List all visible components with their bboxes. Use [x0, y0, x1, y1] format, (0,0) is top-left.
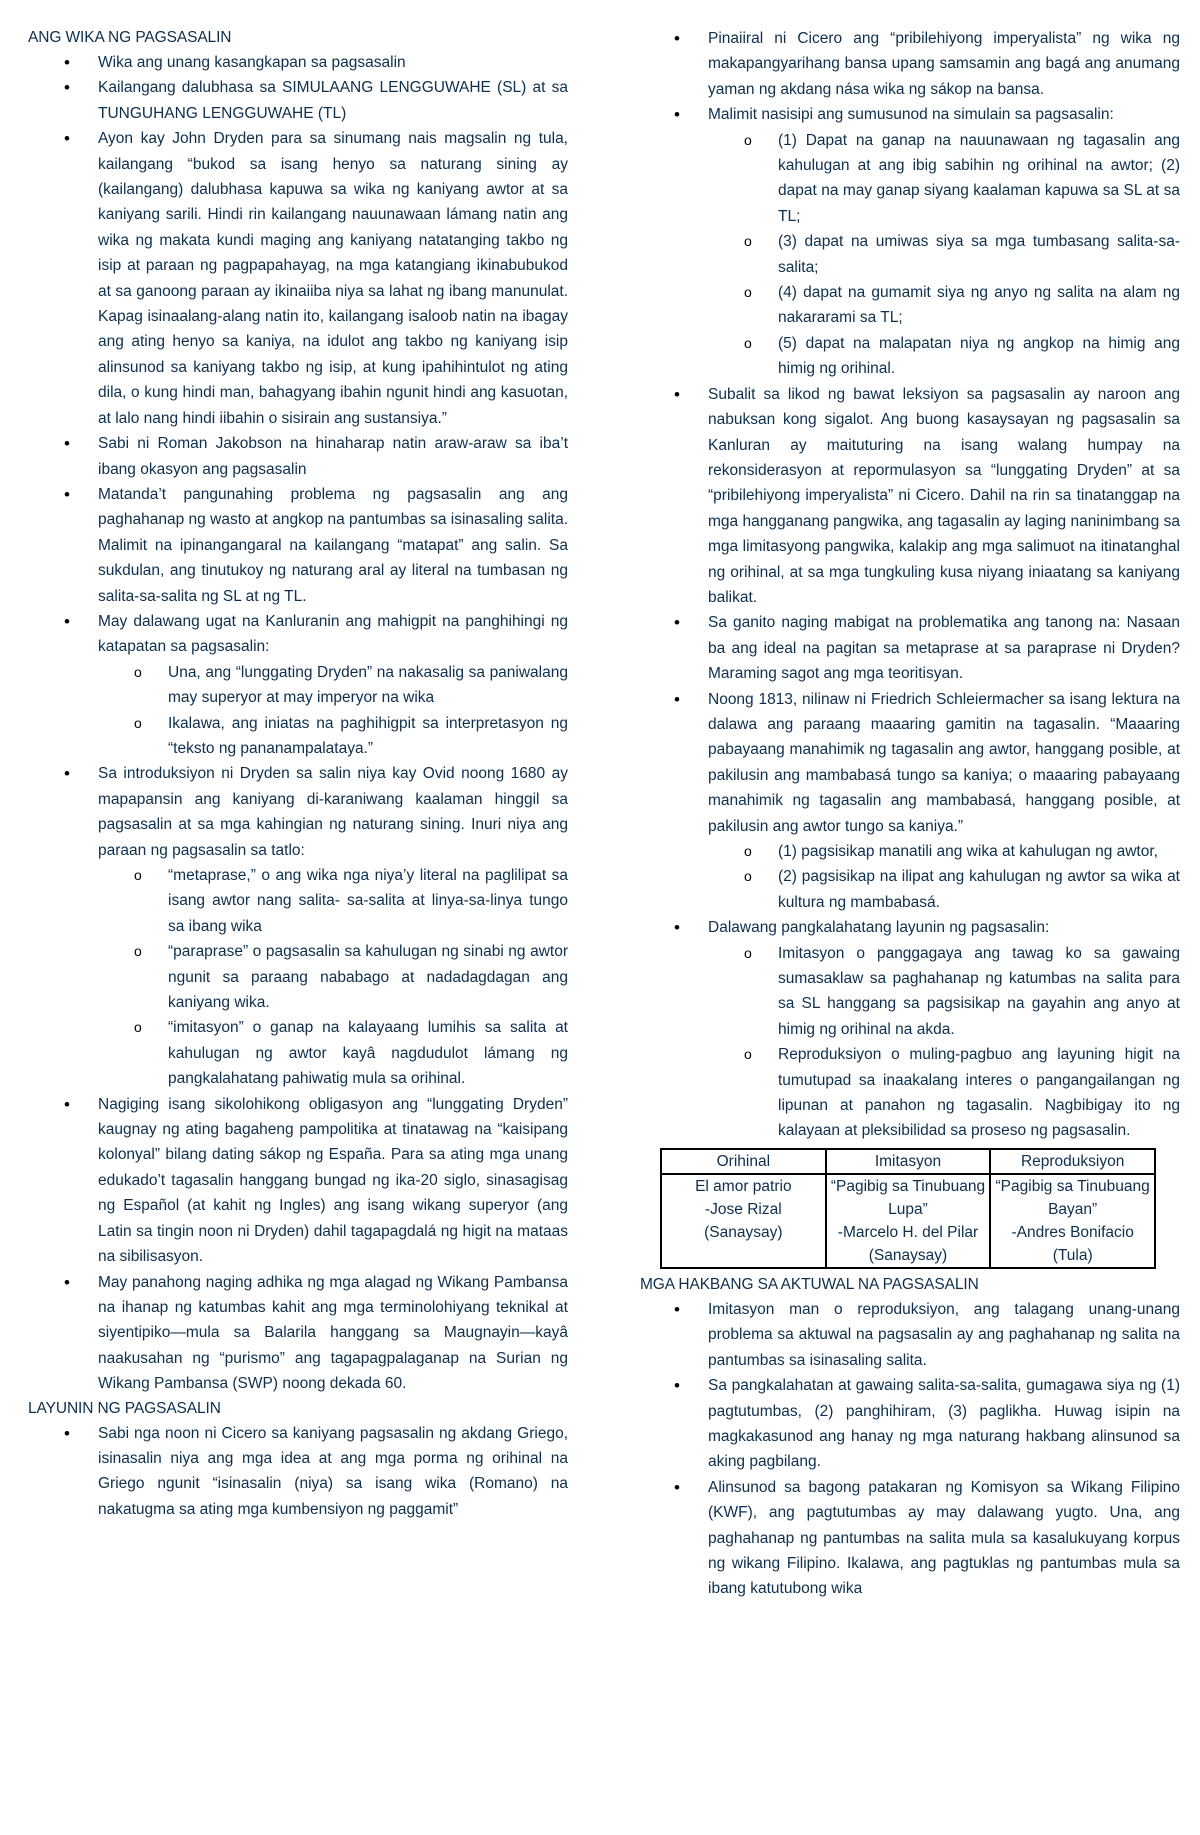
table-cell: [661, 1174, 826, 1268]
sub-list: [708, 941, 1180, 1144]
section-heading-layunin: LAYUNIN NG PAGSASALIN: [28, 1399, 221, 1417]
table-header-cell: Reproduksiyon: [990, 1149, 1155, 1174]
list-item: • Sabi ni Roman Jakobson na hinaharap natin araw-araw sa iba’t ibang okasyon ang pagsasalin: [28, 431, 568, 482]
bullet-list: [640, 1297, 1180, 1602]
work-author: -Andres Bonifacio: [1011, 1223, 1134, 1241]
list-item: • Ayon kay John Dryden para sa sinumang nais magsalin ng tula, kailangang “bukod sa isang henyo sa naturang sining ay (kailangang) dalubhasa kapuwa sa wika ng kaniyang awtor at sa kaniyang sarili. Hindi rin kailangang nauunawaan lámang natin ang wika ng makata kundi maging ang kaniyang natatanging takbo ng isip at paraan ng pagpapahayag, na mga katangiang ikinabubukod at sa ganoong paraan ay ikinaiiba niya sa lahat ng ibang manunulat. Kapag isinaalang-alang natin ito, kailangang isaloob natin na ibagay ang ating henyo sa kaniya, na idulot ang takbo ng kaniyang isip alinsunod sa kaniyang takbo ng isip, at kung ipahihintulot ng ating dila, o kung hindi man, bahagyang ibahin ngunit hindi ang kasuotan, at lalo nang hindi iibahin o sisirain ang sustansiya.”: [28, 126, 568, 431]
list-item: • Imitasyon man o reproduksiyon, ang talagang unang-unang problema sa aktuwal na pagsasalin ay ang paghahanap ng salita na pantumbas sa isinasaling salita.: [640, 1297, 1180, 1373]
list-item-text: Malimit nasisipi ang sumusunod na simulain sa pagsasalin:: [708, 106, 1114, 124]
table-cell: [990, 1174, 1155, 1268]
list-item: [640, 915, 1180, 1144]
sub-list-item: o (3) dapat na umiwas siya sa mga tumbasang salita-sa- salita;: [708, 229, 1180, 280]
list-item: • May panahong naging adhika ng mga alagad ng Wikang Pambansa na ihanap ng katumbas kahit ang mga terminolohiyang teknikal at siyentipiko—mula sa Balarila hanggang sa Maugnayin—kayâ naakusahan ng “purismo” ang tagapagpalaganap na Surian ng Wikang Pambansa (SWP) noong dekada 60.: [28, 1270, 568, 1397]
list-item: [640, 102, 1180, 381]
right-column: [640, 26, 1180, 1602]
bullet-list: [28, 1421, 568, 1523]
section-heading-hakbang: MGA HAKBANG SA AKTUWAL NA PAGSASALIN: [640, 1275, 979, 1293]
list-item-text: Sa introduksiyon ni Dryden sa salin niya kay Ovid noong 1680 ay mapapansin ang kaniyang di-karaniwang kaalaman hinggil sa pagsasalin at sa mga kahingian ng naturang sining. Inuri niya ang paraan ng pagsasalin sa tatlo:: [98, 765, 568, 859]
work-genre: (Sanaysay): [868, 1246, 948, 1264]
list-item-text: May dalawang ugat na Kanluranin ang mahigpit na panghihingi ng katapatan sa pagsasalin:: [98, 612, 568, 656]
table-header-cell: Orihinal: [661, 1149, 826, 1174]
list-item: • Subalit sa likod ng bawat leksiyon sa pagsasalin ay naroon ang nabuksan kong sigalot. Ang buong kasaysayan ng pagsasalin sa Kanluran ay maituturing na isang walang humpay na rekonsiderasyon at repormulasyon sa “lunggating Dryden” at sa “pribilehiyong imperyalista” ni Cicero. Dahil na rin sa tinatanggap na mga hangganang pangwika, ang tagasalin ay laging naninimbang sa mga limitasyong pangwika, kalakip ang mga salimuot na itinatanghal ng orihinal, at sa mga tungkuling kusa niyang iniaatang sa kaniyang balikat.: [640, 382, 1180, 611]
sub-list-item: o “imitasyon” o ganap na kalayaang lumihis sa salita at kahulugan ng awtor kayâ nagdudulot lámang ng pangkalahatang pahiwatig mula sa orihinal.: [98, 1015, 568, 1091]
list-item-text: Dalawang pangkalahatang layunin ng pagsasalin:: [708, 919, 1050, 937]
work-genre: (Tula): [1052, 1246, 1093, 1264]
list-item: • Kailangang dalubhasa sa SIMULAANG LENGGUWAHE (SL) at sa TUNGUHANG LENGGUWAHE (TL): [28, 75, 568, 126]
list-item: [640, 687, 1180, 916]
left-column: [28, 26, 568, 1522]
section-heading-wika: ANG WIKA NG PAGSASALIN: [28, 29, 232, 46]
work-title: El amor patrio: [695, 1177, 792, 1195]
sub-list: [708, 839, 1180, 915]
work-author: -Jose Rizal: [704, 1200, 782, 1218]
work-title: “Pagibig sa Tinubuang Lupa”: [830, 1177, 986, 1218]
sub-list-item: o Ikalawa, ang iniatas na paghihigpit sa interpretasyon ng “teksto ng pananampalataya.”: [98, 711, 568, 762]
examples-table: [660, 1148, 1156, 1269]
sub-list-item: o Reproduksiyon o muling-pagbuo ang layuning higit na tumutupad sa inaakalang interes o pangangailangan ng lipunan at panahon ng tagasalin. Nagbibigay ito ng kalayaan at pleksibilidad sa proseso ng pagsasalin.: [708, 1042, 1180, 1144]
table-header-row: [661, 1149, 1155, 1174]
list-item: • Sa pangkalahatan at gawaing salita-sa-salita, gumagawa siya ng (1) pagtutumbas, (2) panghihiram, (3) paglikha. Huwag isipin na magkakasunod ang hanay ng mga naturang hakbang alinsunod sa aking pagbilang.: [640, 1373, 1180, 1475]
list-item: • Sa ganito naging mabigat na problematika ang tanong na: Nasaan ba ang ideal na pagitan sa metaprase at sa paraprase ni Dryden? Maraming sagot ang mga teoritisyan.: [640, 610, 1180, 686]
sub-list-item: o (2) pagsisikap na ilipat ang kahulugan ng awtor sa wika at kultura ng mambabasá.: [708, 864, 1180, 915]
bullet-list: [28, 50, 568, 1397]
sub-list: [98, 863, 568, 1092]
sub-list-item: o (1) Dapat na ganap na nauunawaan ng tagasalin ang kahulugan at ang ibig sabihin ng orihinal na awtor; (2) dapat na may ganap siyang kaalaman kapuwa sa SL at sa TL;: [708, 128, 1180, 230]
sub-list-item: o “paraprase” o pagsasalin sa kahulugan ng sinabi ng awtor ngunit sa paraang nababago at nadadagdagan ang kaniyang wika.: [98, 939, 568, 1015]
sub-list: [708, 128, 1180, 382]
sub-list-item: o Una, ang “lunggating Dryden” na nakasalig sa paniwalang may superyor at may imperyor na wika: [98, 660, 568, 711]
sub-list: [98, 660, 568, 762]
list-item: [28, 761, 568, 1091]
table-header-cell: Imitasyon: [826, 1149, 991, 1174]
sub-list-item: o (1) pagsisikap manatili ang wika at kahulugan ng awtor,: [708, 839, 1180, 864]
list-item-text: Noong 1813, nilinaw ni Friedrich Schleiermacher sa isang lektura na dalawa ang paraang maaaring gamitin na tagasalin. “Maaaring pabayaang manahimik ng tagasalin ang awtor, hanggang posible, at pakilusin ang mambabasá tungo sa kaniya; o maaaring pabayaang manahimik ng tagasalin ang mambabasá, hanggang posible, at pakilusin ang awtor tungo sa kaniya.”: [708, 690, 1180, 835]
bullet-list: [640, 26, 1180, 1144]
sub-list-item: o Imitasyon o panggagaya ang tawag ko sa gawaing sumasaklaw sa paghahanap ng katumbas na salita para sa SL hanggang sa pagsisikap na gayahin ang anyo at himig ng orihinal na akda.: [708, 941, 1180, 1043]
table-row: [661, 1174, 1155, 1268]
work-genre: (Sanaysay): [704, 1223, 783, 1241]
list-item: • Matanda’t pangunahing problema ng pagsasalin ang ang paghahanap ng wasto at angkop na pantumbas sa isinasaling salita. Malimit na ipinangangaral na kailangang “matapat” ang salin. Sa sukdulan, ang tinutukoy ng naturang aral ay literal na tumbasan ng salita-sa-salita ng SL at ng TL.: [28, 482, 568, 609]
list-item: • Alinsunod sa bagong patakaran ng Komisyon sa Wikang Filipino (KWF), ang pagtutumbas ay may dalawang yugto. Una, ang paghahanap ng pantumbas na salita mula sa kasalukuyang korpus ng wikang Filipino. Ikalawa, ang pagtuklas ng pantumbas mula sa ibang katutubong wika: [640, 1475, 1180, 1602]
list-item: • Wika ang unang kasangkapan sa pagsasalin: [28, 50, 568, 75]
list-item: • Nagiging isang sikolohikong obligasyon ang “lunggating Dryden” kaugnay ng ating bagaheng pampolitika at tinatawag na “kaisipang kolonyal” bilang dating sákop ng España. Para sa ating mga unang edukado’t tagasalin hanggang bungad ng ika-20 siglo, sinasagisag ng Español (at kahit ng Ingles) ang isang wikang superyor (ang Latin sa tingin noon ni Dryden) dahil tagapagdalá ng higit na mataas na sibilisasyon.: [28, 1092, 568, 1270]
list-item: • Sabi nga noon ni Cicero sa kaniyang pagsasalin ng akdang Griego, isinasalin niya ang mga idea at ang mga porma ng orihinal na Griego ngunit “isinasalin (niya) sa isang wika (Romano) na nakatugma sa ating mga kumbensiyon ng paggamit”: [28, 1421, 568, 1523]
sub-list-item: o (4) dapat na gumamit siya ng anyo ng salita na alam ng nakararami sa TL;: [708, 280, 1180, 331]
table-cell: [826, 1174, 991, 1268]
sub-list-item: o (5) dapat na malapatan niya ng angkop na himig ang himig ng orihinal.: [708, 331, 1180, 382]
list-item: [28, 609, 568, 761]
work-author: -Marcelo H. del Pilar: [837, 1223, 979, 1241]
sub-list-item: o “metaprase,” o ang wika nga niya’y literal na paglilipat sa isang awtor nang salita- sa-salita at linya-sa-linya tungo sa ibang wika: [98, 863, 568, 939]
list-item: • Pinaiiral ni Cicero ang “pribilehiyong imperyalista” ng wika ng makapangyarihang bansa upang samsamin ang bagá ang anumang yaman ng akdang nása wika ng sákop na bansa.: [640, 26, 1180, 102]
work-title: “Pagibig sa Tinubuang Bayan”: [995, 1177, 1150, 1218]
